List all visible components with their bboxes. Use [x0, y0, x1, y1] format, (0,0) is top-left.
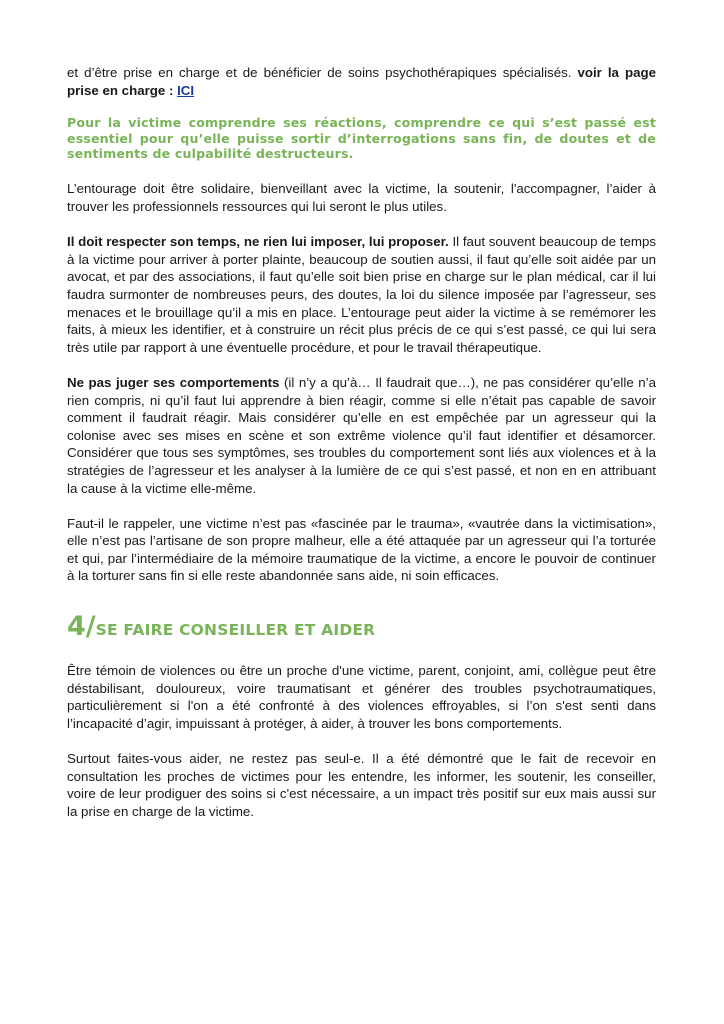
section-paragraph-aider: Surtout faites-vous aider, ne restez pas seul-e. Il a été démontré que le fait de recevoir en consultation les proches de victimes pour les entendre, les informer, les soutenir, les conseiller, voire de leur prodiguer des soins si c'est nécessaire, a un impact très positif sur eux mais aussi sur la prise en charge de la victime. — [67, 751, 656, 819]
section-title: SE FAIRE CONSEILLER ET AIDER — [95, 621, 376, 640]
section-paragraph-temoin: Être témoin de violences ou être un proche d'une victime, parent, conjoint, ami, collègue peut être déstabilisant, douloureux, voire traumatisant et générer des troubles psychotraumatiques, particulièrement si l'on a été confronté à des violences effroyables, si l’on s'est senti dans l’incapacité d’agir, impuissant à protéger, à aider, à trouver les bons comportements. — [67, 663, 656, 731]
paragraph-text: Faut-il le rappeler, une victime n’est pas «fascinée par le trauma», «vautrée dans la victimisation», elle n’est pas l’artisane de son propre malheur, elle a été attaquée par un agresseur qui l’a torturée et qui, par l’intermédiaire de la mémoire traumatique de la victime, a encore le pouvoir de continuer à la torturer sans fin si elle reste abandonnée sans aide, ni soin efficaces. — [67, 515, 656, 584]
intro-paragraph — [67, 64, 656, 99]
paragraph-text: (il n’y a qu’à… Il faudrait que…), ne pas considérer qu’elle n’a rien compris, ni qu’il faut lui apprendre à bien réagir, comme si elle n’était pas capable de savoir comment il faudrait réagir. Mais considérer qu’elle en est empêchée par un agresseur qui la colonise avec ses mises en scène et son extrême violence qu’il faut identifier et désamorcer. Considérer que tous ses symptômes, ses troubles du comportement sont liés aux violences et à la stratégies de l’agresseur et les analyser à la lumière de ce qui s’est passé, et non en en attribuant la cause à la victime elle-même. — [67, 374, 656, 496]
paragraph-respecter-temps — [67, 233, 656, 356]
intro-bold-text: voir la page prise en charge : — [67, 65, 656, 98]
highlight-paragraph: Pour la victime comprendre ses réactions, comprendre ce qui s’est passé est essentiel pour qu’elle puisse sortir d’interrogations sans fin, de doutes et de sentiments de culpabilité destructeurs. — [67, 115, 656, 161]
prise-en-charge-link[interactable]: ICI — [177, 82, 195, 98]
paragraph-bold-lead: Il doit respecter son temps, ne rien lui imposer, lui proposer. — [67, 234, 449, 250]
paragraph-text: L’entourage doit être solidaire, bienveillant avec la victime, la soutenir, l'accompagner, l’aider à trouver les professionnels ressources qui lui seront le plus utiles. — [67, 181, 656, 214]
section-number: 4/ — [67, 611, 96, 643]
paragraph-text: Il faut souvent beaucoup de temps à la victime pour arriver à porter plainte, beaucoup de soutien aussi, il faut qu’elle soit aidée par un avocat, et par des associations, il faut qu’elle soit bien prise en charge sur le plan médical, car il lui faudra surmonter de nombreuses peurs, des doutes, la loi du silence imposée par l’agresseur, ses menaces et le brouillage qu’il a mis en place. L’entourage peut aider la victime à se remémorer les faits, à mieux les identifier, et à construire un récit plus précis de ce qui s’est passé, ce qui lui sera très utile par rapport à une éventuelle procédure, et pour le travail thérapeutique. — [67, 234, 656, 355]
intro-text: et d’être prise en charge et de bénéficier de soins psychothérapiques spécialisés. — [67, 65, 578, 80]
paragraph-ne-pas-juger — [67, 374, 656, 497]
paragraph-entourage — [67, 180, 656, 215]
section-heading — [67, 612, 656, 642]
paragraph-rappeler — [67, 515, 656, 585]
paragraph-bold-lead: Ne pas juger ses comportements — [67, 374, 280, 390]
document-page — [67, 64, 656, 838]
